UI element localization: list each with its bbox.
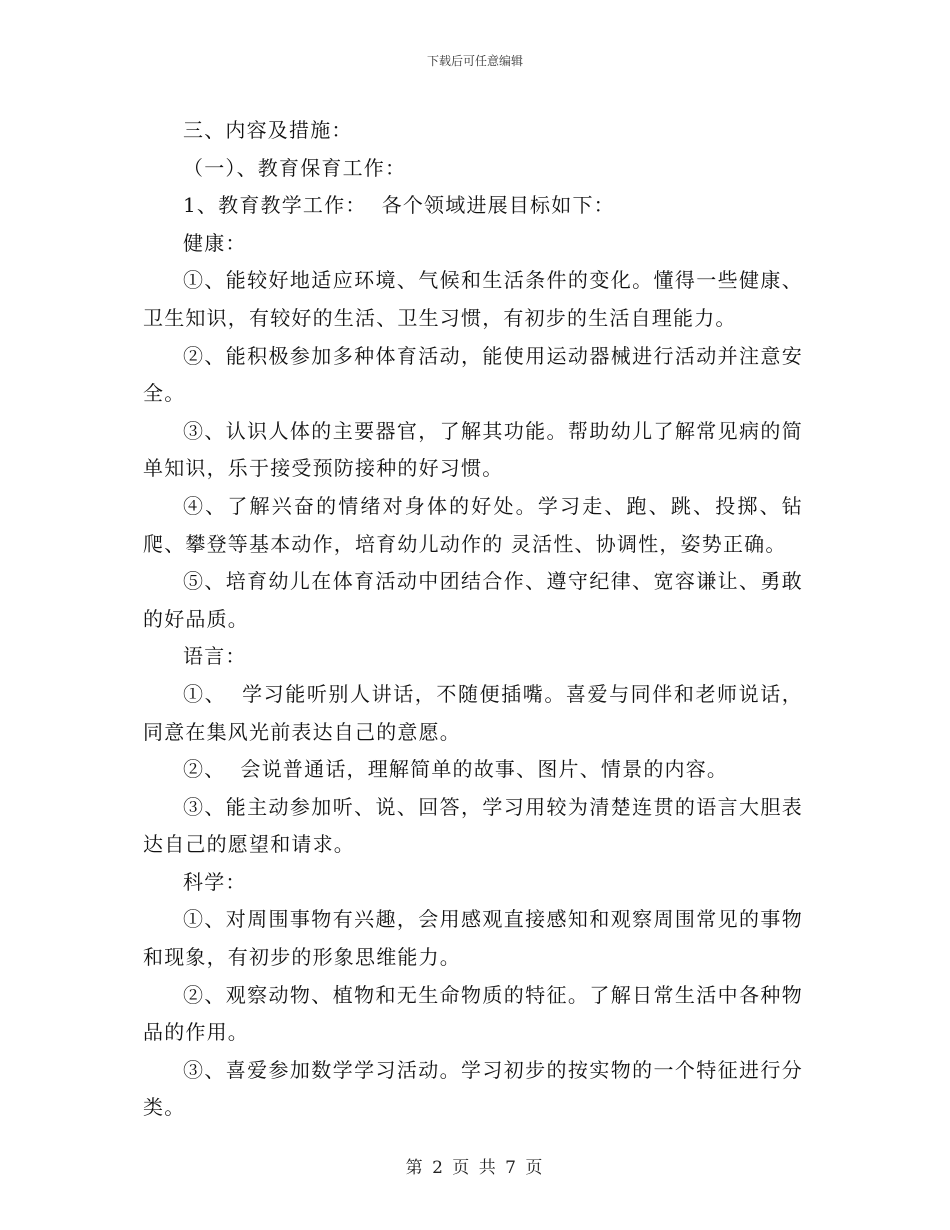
section-heading: 三、内容及措施： bbox=[183, 118, 353, 142]
paragraph: ④、了解兴奋的情绪对身体的好处。学习走、跑、跳、投掷、钻爬、攀登等基本动作，培育幼儿动作的 灵活性、协调性，姿势正确。 bbox=[143, 493, 803, 556]
paragraph: ①、对周围事物有兴趣，会用感观直接感知和观察周围常见的事物和现象，有初步的形象思维能力。 bbox=[143, 907, 803, 970]
paragraph: ①、能较好地适应环境、气候和生活条件的变化。懂得一些健康、卫生知识，有较好的生活、卫生习惯，有初步的生活自理能力。 bbox=[143, 268, 803, 330]
page-footer: 第 2 页 共 7 页 bbox=[405, 1158, 545, 1178]
paragraph: ③、喜爱参加数学学习活动。学习初步的按实物的一个特征进行分类。 bbox=[143, 1057, 803, 1120]
domain-heading-language: 语言： bbox=[183, 644, 247, 669]
paragraph: ③、能主动参加听、说、回答，学习用较为清楚连贯的语言大胆表达自己的愿望和请求。 bbox=[143, 794, 803, 857]
page-header: 下载后可任意编辑 bbox=[426, 54, 523, 68]
subsection-heading: （一）、教育保育工作： bbox=[183, 155, 407, 180]
paragraph: ③、认识人体的主要器官，了解其功能。帮助幼儿了解常见病的简单知识，乐于接受预防接种的好习惯。 bbox=[143, 418, 803, 481]
domain-heading-science: 科学： bbox=[183, 869, 247, 894]
document-body bbox=[143, 112, 803, 1127]
paragraph: ②、能积极参加多种体育活动，能使用运动器械进行活动并注意安全。 bbox=[143, 343, 803, 406]
domain-heading-health: 健康： bbox=[183, 230, 247, 255]
paragraph: ①、 学习能听别人讲话，不随便插嘴。喜爱与同伴和老师说话，同意在集风光前表达自己的意愿。 bbox=[143, 681, 803, 744]
item-heading: 1、教育教学工作： 各个领域进展目标如下： bbox=[183, 193, 615, 218]
paragraph: ⑤、培育幼儿在体育活动中团结合作、遵守纪律、宽容谦让、勇敢的好品质。 bbox=[143, 569, 803, 631]
paragraph: ②、 会说普通话，理解简单的故事、图片、情景的内容。 bbox=[183, 757, 729, 782]
paragraph: ②、观察动物、植物和无生命物质的特征。了解日常生活中各种物品的作用。 bbox=[143, 982, 803, 1045]
